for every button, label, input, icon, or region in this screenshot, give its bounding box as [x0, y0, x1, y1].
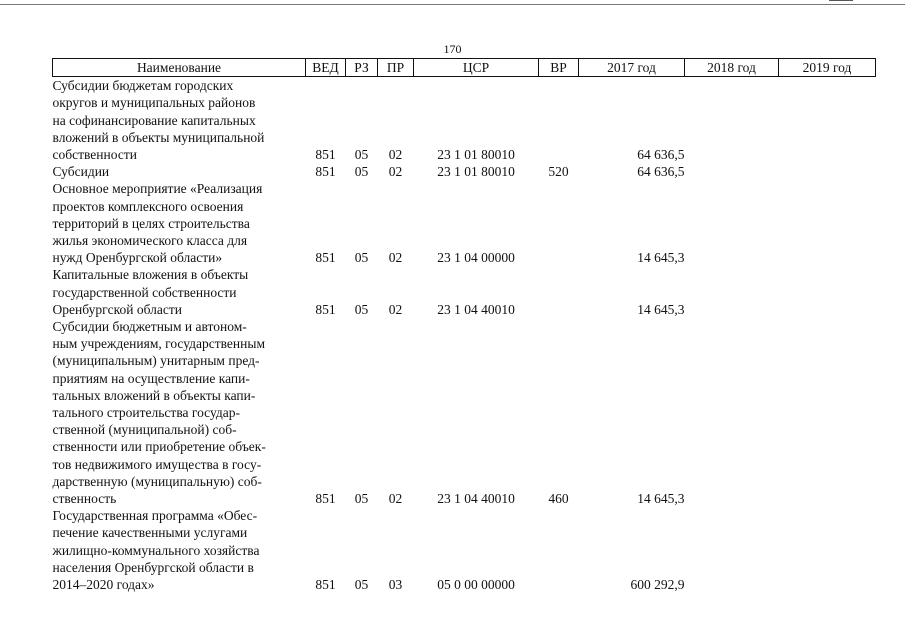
row-name-line: жилищно-коммунального хозяйства: [52, 542, 260, 558]
row-2018: [685, 266, 779, 318]
row-2019: [779, 318, 876, 507]
row-2019: [779, 77, 876, 164]
row-vr: [539, 180, 579, 266]
row-name-line: печение качественными услугами: [52, 525, 248, 541]
row-pr: 02: [388, 147, 403, 163]
row-csr: 23 1 04 40010: [437, 301, 515, 317]
row-pr: 02: [388, 164, 403, 180]
row-vr: [539, 266, 579, 318]
table-row: [53, 318, 876, 507]
row-name-line: тов недвижимого имущества в госу-: [52, 456, 262, 472]
header-2018: 2018 год: [685, 59, 779, 77]
row-2018: [685, 77, 779, 164]
row-2017: 64 636,5: [637, 147, 685, 163]
header-pr: ПР: [378, 59, 414, 77]
row-rz: 05: [354, 577, 369, 593]
row-rz: 05: [354, 491, 369, 507]
row-name-line: Оренбургской области: [52, 301, 182, 317]
row-vr: [539, 77, 579, 164]
header-csr: ЦСР: [414, 59, 539, 77]
row-pr: 02: [388, 491, 403, 507]
row-ved: 851: [315, 577, 336, 593]
row-csr: 23 1 04 40010: [437, 491, 515, 507]
top-border-line: [0, 4, 905, 5]
row-name: [53, 77, 306, 164]
header-2017: 2017 год: [579, 59, 685, 77]
budget-table: [52, 58, 876, 593]
row-name-line: 2014–2020 годах»: [52, 577, 155, 593]
row-name-line: Субсидии бюджетам городских: [52, 78, 234, 94]
row-ved: 851: [315, 147, 336, 163]
row-name-line: Государственная программа «Обес-: [52, 508, 258, 524]
table-header-row: [53, 59, 876, 77]
table-body: [53, 77, 876, 594]
row-name-line: Основное мероприятие «Реализация: [52, 181, 263, 197]
row-pr: 02: [388, 301, 403, 317]
row-ved: 851: [315, 491, 336, 507]
corner-mark: [829, 0, 853, 1]
row-ved: 851: [315, 301, 336, 317]
header-ved: ВЕД: [306, 59, 346, 77]
row-ved: 851: [315, 164, 336, 180]
row-name: [53, 507, 306, 593]
row-name-line: тальных вложений в объекты капи-: [52, 387, 256, 403]
table-row: [53, 163, 876, 180]
header-rz: РЗ: [346, 59, 378, 77]
table-row: [53, 507, 876, 593]
row-name-line: Капитальные вложения в объекты: [52, 267, 249, 283]
row-name-line: ственной (муниципальной) соб-: [52, 422, 237, 438]
row-name-line: ственность: [52, 491, 117, 507]
row-2018: [685, 163, 779, 180]
table-row: [53, 77, 876, 164]
table-row: [53, 180, 876, 266]
row-name-line: государственной собственности: [52, 284, 237, 300]
row-name-line: ственности или приобретение объек-: [52, 439, 266, 455]
row-2017: 14 645,3: [637, 250, 685, 266]
row-name-line: дарственную (муниципальную) соб-: [52, 473, 262, 489]
row-csr: 23 1 04 00000: [437, 250, 515, 266]
row-2017: 14 645,3: [637, 301, 685, 317]
row-2017: 14 645,3: [637, 491, 685, 507]
row-name: [53, 266, 306, 318]
row-name-line: проектов комплексного освоения: [52, 198, 244, 214]
row-rz: 05: [354, 147, 369, 163]
row-name: [53, 163, 306, 180]
row-ved: 851: [315, 250, 336, 266]
row-2019: [779, 180, 876, 266]
row-2019: [779, 163, 876, 180]
row-name-line: нужд Оренбургской области»: [52, 250, 223, 266]
row-name-line: собственности: [52, 147, 137, 163]
row-name: [53, 318, 306, 507]
row-name: [53, 180, 306, 266]
row-name-line: тального строительства государ-: [52, 405, 240, 421]
row-2018: [685, 318, 779, 507]
row-csr: 23 1 01 80010: [437, 164, 515, 180]
row-rz: 05: [354, 164, 369, 180]
row-pr: 03: [388, 577, 403, 593]
row-name-line: населения Оренбургской области в: [52, 559, 254, 575]
row-2019: [779, 507, 876, 593]
row-2019: [779, 266, 876, 318]
row-2018: [685, 507, 779, 593]
header-vr: ВР: [539, 59, 579, 77]
row-name-line: ным учреждениям, государственным: [52, 336, 265, 352]
row-vr: 520: [548, 164, 569, 180]
row-csr: 23 1 01 80010: [437, 147, 515, 163]
row-name-line: округов и муниципальных районов: [52, 95, 256, 111]
row-vr: 460: [548, 491, 569, 507]
row-rz: 05: [354, 301, 369, 317]
row-rz: 05: [354, 250, 369, 266]
row-2017: 600 292,9: [630, 577, 685, 593]
header-2019: 2019 год: [779, 59, 876, 77]
row-pr: 02: [388, 250, 403, 266]
row-name-line: вложений в объекты муниципальной: [52, 129, 265, 145]
header-name: Наименование: [53, 59, 306, 77]
row-2017: 64 636,5: [637, 164, 685, 180]
row-csr: 05 0 00 00000: [437, 577, 515, 593]
row-name-line: Субсидии: [52, 164, 110, 180]
page-number: 170: [443, 42, 462, 56]
row-name-line: приятиям на осуществление капи-: [52, 370, 250, 386]
row-name-line: на софинансирование капитальных: [52, 112, 256, 128]
table-row: [53, 266, 876, 318]
row-2018: [685, 180, 779, 266]
row-name-line: территорий в целях строительства: [52, 215, 250, 231]
row-name-line: (муниципальным) унитарным пред-: [52, 353, 260, 369]
row-name-line: Субсидии бюджетным и автоном-: [52, 319, 247, 335]
row-vr: [539, 507, 579, 593]
row-name-line: жилья экономического класса для: [52, 233, 248, 249]
